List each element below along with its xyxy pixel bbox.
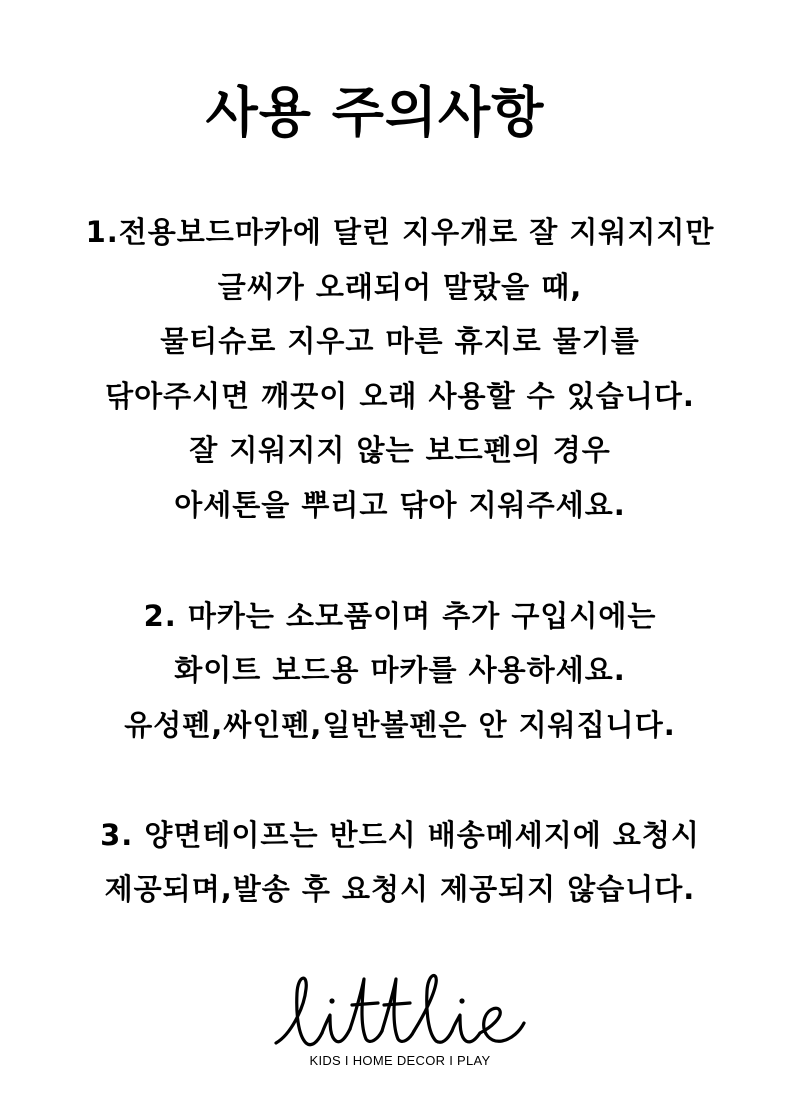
section-1-line-5: 잘 지워지지 않는 보드펜의 경우 [189,433,611,467]
littlie-script-logo-icon [270,965,530,1055]
section-2-line-1: 2. 마카는 소모품이며 추가 구입시에는 [143,599,657,633]
section-2-line-3: 유성펜,싸인펜,일반볼펜은 안 지워집니다. [124,708,676,742]
section-2-line-2: 화이트 보드용 마카를 사용하세요. [174,653,626,687]
section-1-line-4: 닦아주시면 깨끗이 오래 사용할 수 있습니다. [105,379,695,413]
brand-tagline: KIDS I HOME DECOR I PLAY [309,1053,491,1068]
section-1-line-2: 글씨가 오래되어 말랐을 때, [217,270,583,304]
page-title: 사용 주의사항 [205,81,545,144]
section-1-line-1: 1.전용보드마카에 달린 지우개로 잘 지워지지만 [85,215,715,249]
section-1-line-6: 아세톤을 뿌리고 닦아 지워주세요. [174,488,626,522]
section-3-line-1: 3. 양면테이프는 반드시 배송메세지에 요청시 [100,818,700,852]
i-dot-icon [329,998,334,1003]
section-1-line-3: 물티슈로 지우고 마른 휴지로 물기를 [160,324,640,358]
section-3-line-2: 제공되며,발송 후 요청시 제공되지 않습니다. [104,872,696,906]
i-dot-icon-2 [459,998,464,1003]
